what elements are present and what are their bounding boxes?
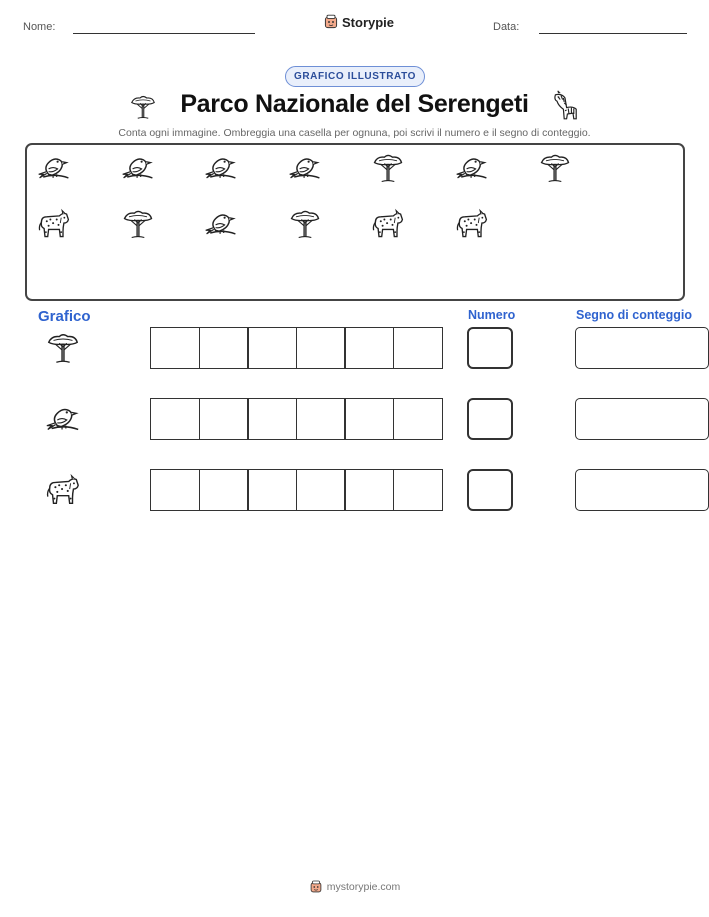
shading-cells (150, 469, 443, 511)
shade-cell[interactable] (247, 398, 297, 440)
tree-icon (537, 150, 573, 186)
name-line[interactable] (73, 33, 255, 34)
tally-box[interactable] (575, 398, 709, 440)
shade-cell[interactable] (247, 327, 297, 369)
footer-url[interactable]: mystorypie.com (326, 881, 401, 893)
shade-cell[interactable] (393, 398, 443, 440)
bird-icon (36, 150, 72, 186)
shading-cells (150, 327, 443, 369)
hyena-icon (370, 206, 406, 242)
shade-cell[interactable] (296, 398, 346, 440)
brand-name: Storypie (342, 14, 395, 30)
title-zebra-icon (549, 90, 581, 122)
storypie-logo-icon (323, 14, 339, 30)
shade-cell[interactable] (344, 469, 394, 511)
shade-cell[interactable] (199, 398, 249, 440)
shade-cell[interactable] (393, 469, 443, 511)
footer (0, 880, 709, 894)
hyena-icon (454, 206, 490, 242)
shade-cell[interactable] (150, 398, 200, 440)
shade-cell[interactable] (344, 327, 394, 369)
name-label: Nome: (23, 21, 56, 33)
hyena-icon (36, 206, 72, 242)
shade-cell[interactable] (296, 327, 346, 369)
shade-cell[interactable] (344, 398, 394, 440)
brand (323, 14, 394, 30)
shade-cell[interactable] (199, 327, 249, 369)
shading-cells (150, 398, 443, 440)
number-box[interactable] (467, 469, 513, 511)
tree-icon (370, 150, 406, 186)
date-label: Data: (493, 21, 520, 33)
shade-cell[interactable] (393, 327, 443, 369)
shade-cell[interactable] (296, 469, 346, 511)
row-tree-icon (44, 329, 82, 367)
storypie-logo-icon (309, 880, 323, 894)
tally-box[interactable] (575, 327, 709, 369)
graph-title: Grafico (38, 308, 91, 325)
worksheet-badge: GRAFICO ILLUSTRATO (285, 66, 425, 87)
shade-cell[interactable] (150, 327, 200, 369)
number-box[interactable] (467, 398, 513, 440)
bird-icon (120, 150, 156, 186)
row-hyena-icon (44, 471, 82, 509)
number-box[interactable] (467, 327, 513, 369)
row-bird-icon (44, 400, 82, 438)
bird-icon (203, 206, 239, 242)
date-line[interactable] (539, 33, 687, 34)
bird-icon (454, 150, 490, 186)
bird-icon (203, 150, 239, 186)
page-title: Parco Nazionale del Serengeti (180, 90, 529, 118)
shade-cell[interactable] (199, 469, 249, 511)
instructions: Conta ogni immagine. Ombreggia una casella per ognuna, poi scrivi il numero e il segno di conteggio. (118, 127, 591, 139)
tally-column-header: Segno di conteggio (576, 308, 692, 322)
number-column-header: Numero (468, 308, 516, 322)
tree-icon (120, 206, 156, 242)
tree-icon (287, 206, 323, 242)
bird-icon (287, 150, 323, 186)
tally-box[interactable] (575, 469, 709, 511)
shade-cell[interactable] (247, 469, 297, 511)
shade-cell[interactable] (150, 469, 200, 511)
